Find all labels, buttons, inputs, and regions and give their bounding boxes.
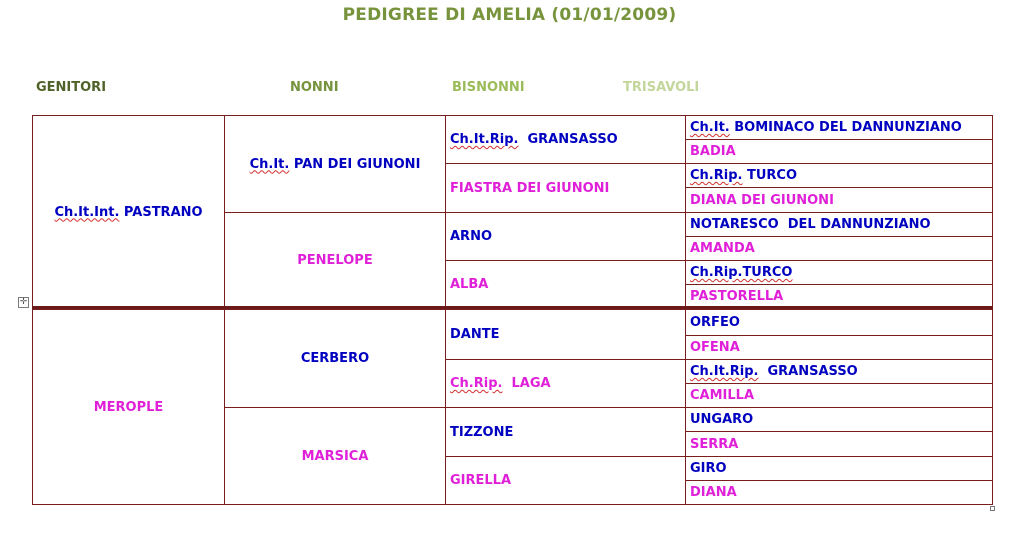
great-great-grandparent-10[interactable]: [685, 335, 993, 360]
great-great-grandparent-16[interactable]: [685, 480, 993, 505]
dog-name: GRANSASSO: [758, 364, 858, 379]
great-great-grandparent-4[interactable]: [685, 187, 993, 213]
dog-name: AMANDA: [690, 241, 755, 256]
table-move-handle-icon[interactable]: ✛: [19, 297, 28, 307]
dog-name: MARSICA: [301, 448, 369, 464]
dog-name: PENELOPE: [297, 253, 373, 268]
great-grandparent-5[interactable]: [445, 309, 686, 360]
table-resize-handle[interactable]: [990, 506, 995, 511]
grandparent-3[interactable]: [224, 309, 446, 408]
great-grandparent-6[interactable]: [445, 359, 686, 408]
dog-name: PAN DEI GIUNONI: [289, 156, 421, 172]
dog-name: TIZZONE: [450, 424, 514, 440]
dog-name: GRANSASSO: [518, 132, 618, 147]
dog-name: CAMILLA: [690, 388, 755, 403]
dog-name: BADIA: [690, 144, 736, 159]
great-grandparent-4[interactable]: [445, 260, 686, 309]
great-great-grandparent-9[interactable]: [685, 309, 993, 336]
grandparent-1[interactable]: [224, 115, 446, 213]
dog-name: GIRELLA: [450, 473, 512, 488]
great-great-grandparent-14[interactable]: [685, 431, 993, 457]
dog-name: NOTARESCO DEL DANNUNZIANO: [690, 217, 931, 232]
dog-name: CERBERO: [300, 351, 370, 366]
lineage-separator: [32, 306, 993, 309]
great-grandparent-2[interactable]: [445, 163, 686, 213]
great-grandparent-1[interactable]: [445, 115, 686, 164]
parent-dam[interactable]: [32, 309, 225, 505]
header-genitori: GENITORI: [36, 80, 107, 95]
great-great-grandparent-11[interactable]: [685, 359, 993, 384]
great-grandparent-8[interactable]: [445, 456, 686, 505]
header-bisnonni: BISNONNI: [452, 80, 525, 95]
dog-name: LAGA: [502, 376, 551, 391]
great-great-grandparent-15[interactable]: [685, 456, 993, 481]
dog-name: UNGARO: [690, 412, 754, 427]
dog-name: PASTRANO: [119, 204, 203, 220]
grandparent-2[interactable]: [224, 212, 446, 309]
header-nonni: NONNI: [290, 80, 339, 95]
dog-name: BOMINACO DEL DANNUNZIANO: [729, 120, 962, 135]
dog-name: ARNO: [450, 229, 493, 244]
title-prefix: Ch.It.Int.: [54, 204, 120, 220]
great-great-grandparent-13[interactable]: [685, 407, 993, 432]
title-prefix: Ch.Rip.TURCO: [690, 265, 793, 280]
great-great-grandparent-1[interactable]: [685, 115, 993, 140]
page-title: PEDIGREE DI AMELIA (01/01/2009): [342, 5, 677, 25]
dog-name: PASTORELLA: [690, 289, 784, 304]
title-prefix: Ch.It.: [249, 156, 290, 172]
great-great-grandparent-7[interactable]: [685, 260, 993, 285]
great-great-grandparent-5[interactable]: [685, 212, 993, 237]
title-prefix: Ch.Rip.: [450, 376, 503, 391]
parent-sire[interactable]: [32, 115, 225, 309]
title-prefix: Ch.Rip.: [690, 168, 743, 183]
dog-name: DIANA: [690, 485, 737, 500]
title-prefix: Ch.It.Rip.: [690, 364, 759, 379]
dog-name: DIANA DEI GIUNONI: [690, 192, 834, 208]
title-prefix: Ch.It.: [690, 120, 730, 135]
dog-name: DANTE: [450, 327, 500, 342]
title-prefix: Ch.It.Rip.: [450, 132, 519, 147]
grandparent-4[interactable]: [224, 407, 446, 505]
dog-name: GIRO: [690, 461, 727, 476]
dog-name: MEROPLE: [93, 399, 164, 415]
dog-name: ALBA: [450, 277, 489, 292]
dog-name: OFENA: [690, 340, 740, 355]
header-trisavoli: TRISAVOLI: [623, 80, 700, 95]
dog-name: FIASTRA DEI GIUNONI: [450, 180, 610, 196]
great-great-grandparent-12[interactable]: [685, 383, 993, 408]
great-great-grandparent-3[interactable]: [685, 163, 993, 188]
great-great-grandparent-6[interactable]: [685, 236, 993, 261]
dog-name: TURCO: [742, 168, 798, 183]
dog-name: ORFEO: [690, 315, 740, 330]
great-great-grandparent-2[interactable]: [685, 139, 993, 164]
great-grandparent-7[interactable]: [445, 407, 686, 457]
dog-name: SERRA: [690, 436, 739, 452]
great-grandparent-3[interactable]: [445, 212, 686, 261]
